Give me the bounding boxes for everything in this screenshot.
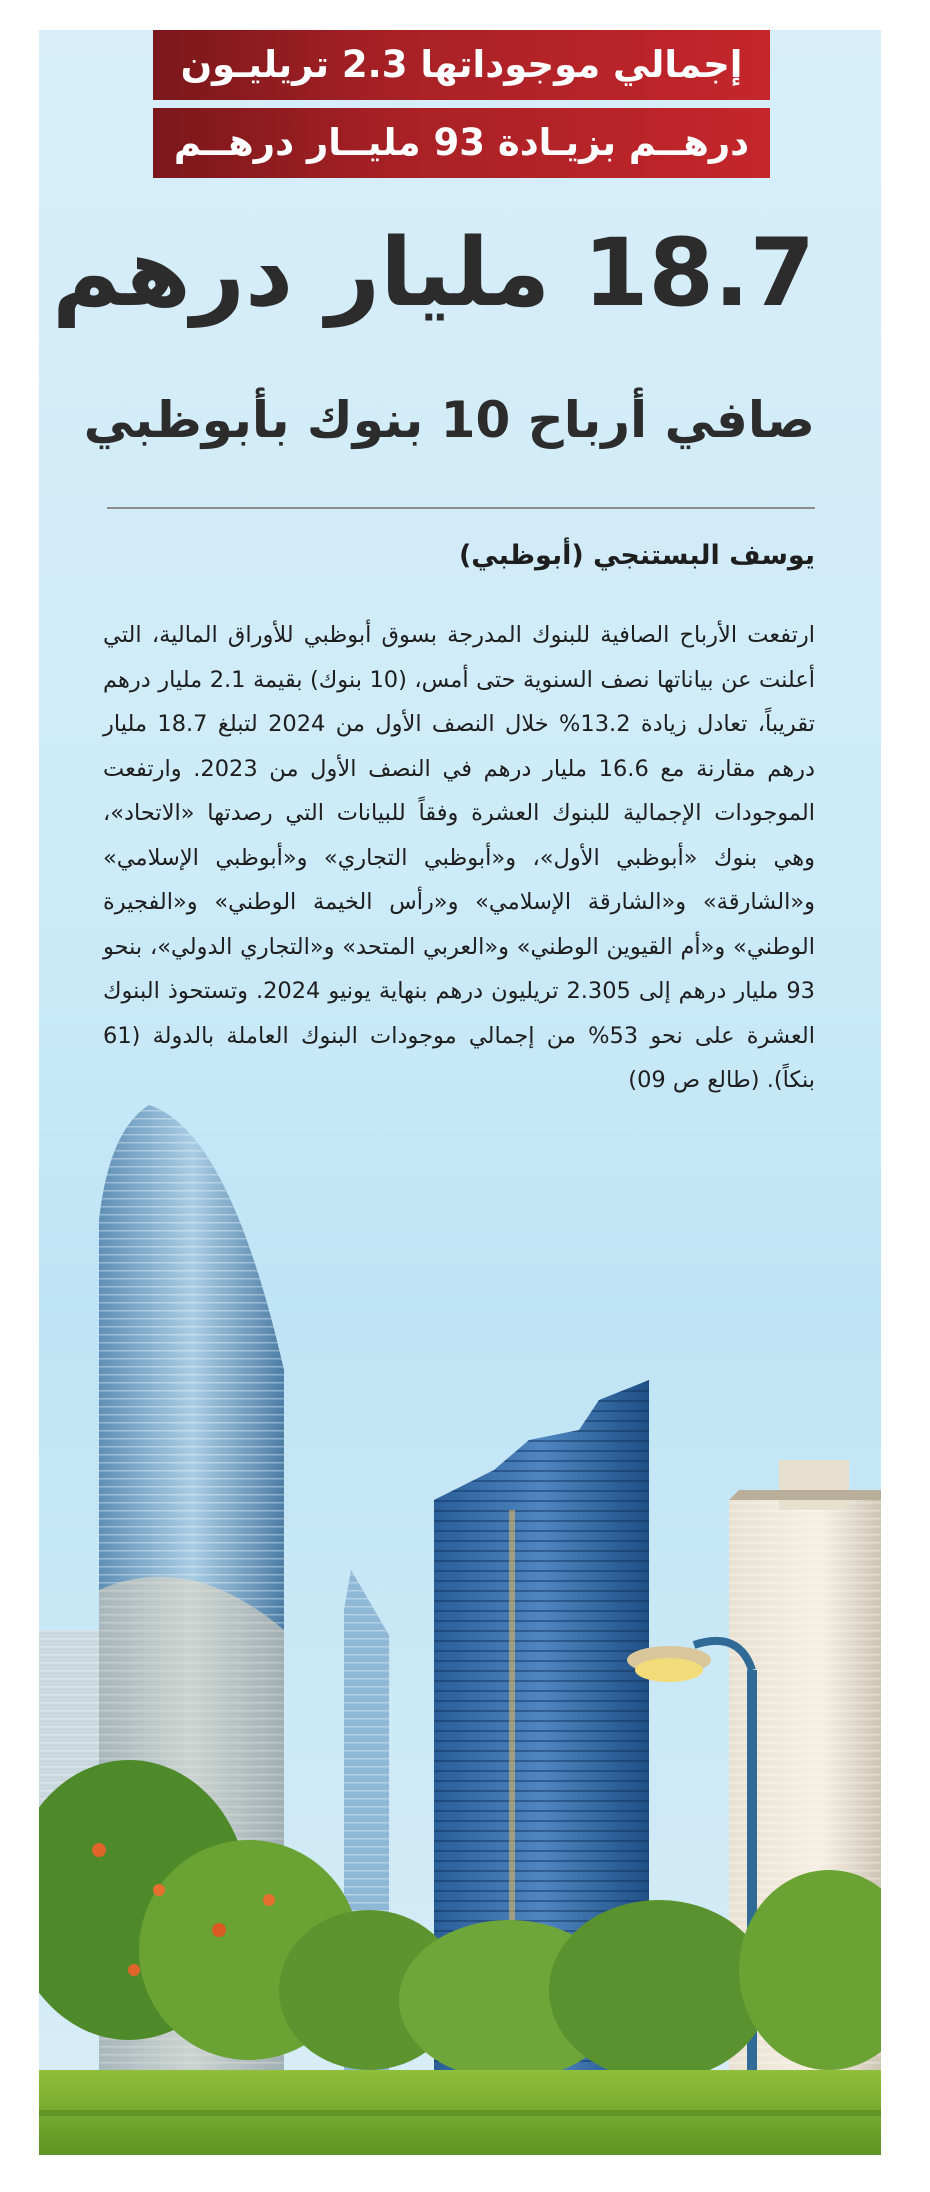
article-body: ارتفعت الأرباح الصافية للبنوك المدرجة بسوق أبوظبي للأوراق المالية، التي أعلنت عن بياناتها نصف السنوية حتى أمس، (10 بنوك) بقيمة 2.1 مليار درهم تقريباً، تعادل زيادة 13.2% خلال النصف الأول من 2024 لتبلغ 18.7 مليار درهم مقارنة مع 16.6 مليار درهم في النصف الأول من 2023. وارتفعت الموجودات الإجمالية للبنوك العشرة وفقاً للبيانات التي رصدتها «الاتحاد»، وهي بنوك «أبوظبي الأول»، و«أبوظبي التجاري» و«أبوظبي الإسلامي» و«الشارقة» و«الشارقة الإسلامي» و«رأس الخيمة الوطني» و«الفجيرة الوطني» و«أم القيوين الوطني» و«العربي المتحد» و«التجاري الدولي»، بنحو 93 مليار درهم إلى 2.305 تريليون درهم بنهاية يونيو 2024. وتستحوذ البنوك العشرة على نحو 53% من إجمالي موجودات البنوك العاملة بالدولة (61 بنكاً). (طالع ص 09) [103,622,816,1093]
byline: يوسف البستنجي (أبوظبي) [458,540,815,571]
kicker-line-1: إجمالي موجوداتها 2.3 تريليـون [153,30,770,100]
divider-rule [107,507,815,509]
headline: 18.7 مليار درهم [52,219,815,328]
subheadline: صافي أرباح 10 بنوك بأبوظبي [83,391,815,449]
kicker-line-2: درهــم بزيـادة 93 مليــار درهــم [153,108,770,178]
article-card [39,30,881,2155]
abu-dhabi-skyline-photo [39,1070,881,2155]
